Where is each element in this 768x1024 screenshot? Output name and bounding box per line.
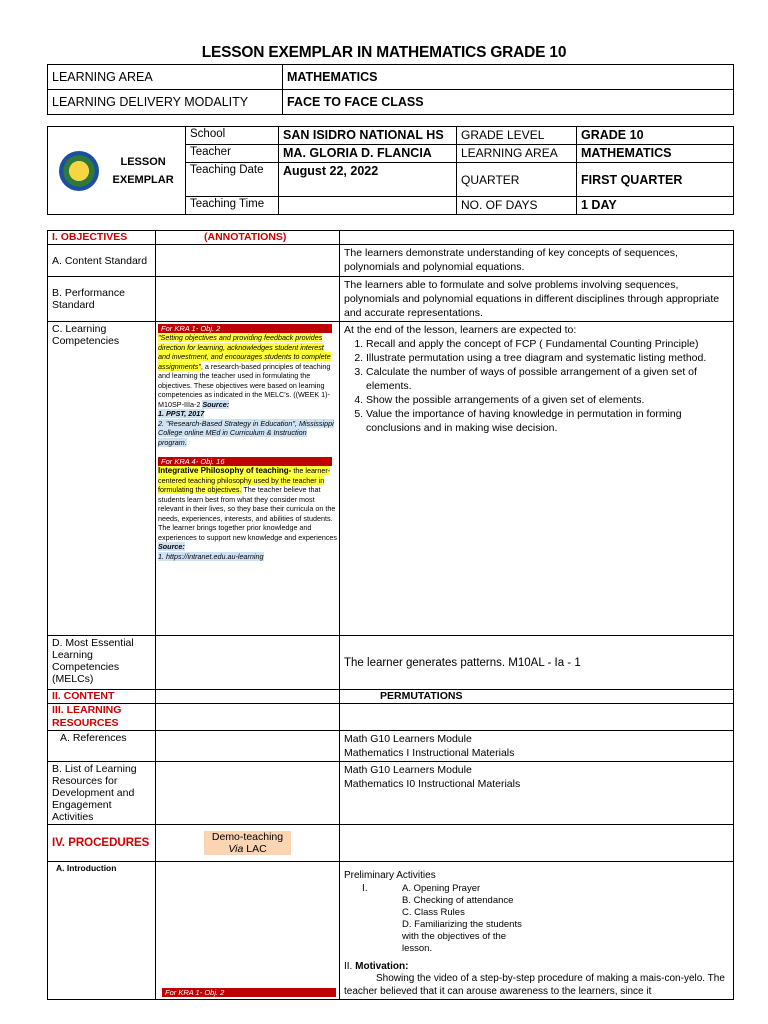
days-label: NO. OF DAYS xyxy=(457,197,577,215)
teacher-value: MA. GLORIA D. FLANCIA xyxy=(279,145,457,163)
objectives-heading: I. OBJECTIVES xyxy=(48,231,156,245)
list-item: 1. Recall and apply the concept of FCP ( Fundamental Counting Principle) xyxy=(366,337,729,351)
kra-tag: For KRA 1- Obj. 2 xyxy=(162,988,336,997)
grade-value: GRADE 10 xyxy=(577,127,734,145)
days-value: 1 DAY xyxy=(577,197,734,215)
performance-standard-label: B. Performance Standard xyxy=(48,277,156,322)
empty-cell xyxy=(156,636,340,690)
date-value: August 22, 2022 xyxy=(279,163,457,197)
annotations-cell xyxy=(156,322,340,636)
empty-cell xyxy=(156,704,340,731)
melc-text: The learner generates patterns. M10AL - Ia - 1 xyxy=(340,636,734,690)
learning-resources-text: Math G10 Learners Module Mathematics I0 Instructional Materials xyxy=(340,762,734,825)
annotation-1: "Setting objectives and providing feedback provides direction for learning, acknowledges student interest and investment, and encourages students to complete assignments", a research-based principles of teaching and learning the teacher used in formulating the objectives. These objectives were based on learning competencies as indicated in the MELC's. ((WEEK 1)- M10SP-IIIa-2 Source: 1. PPST, 2017 2. "Research-Based Strategy in Education", Mississippi College online MEd in Curriculum & Instruction program. xyxy=(158,333,334,447)
empty-cell xyxy=(156,762,340,825)
learning-competencies-label: C. Learning Competencies xyxy=(48,322,156,636)
learning-resources-label: B. List of Learning Resources for Development and Engagement Activities xyxy=(48,762,156,825)
school-logo-icon xyxy=(59,151,99,191)
document-title: LESSON EXEMPLAR IN MATHEMATICS GRADE 10 xyxy=(201,44,567,61)
procedures-heading: IV. PROCEDURES xyxy=(48,825,156,862)
competencies-cell xyxy=(340,322,734,636)
school-label: School xyxy=(186,127,279,145)
grade-label: GRADE LEVEL xyxy=(457,127,577,145)
area-label: LEARNING AREA xyxy=(457,145,577,163)
empty-cell xyxy=(340,825,734,862)
modality-label: LEARNING DELIVERY MODALITY xyxy=(48,90,283,115)
school-value: SAN ISIDRO NATIONAL HS xyxy=(279,127,457,145)
content-heading: II. CONTENT xyxy=(48,690,156,704)
lesson-exemplar-label: LESSON EXEMPLAR xyxy=(112,155,174,186)
kra-tag: For KRA 4- Obj. 16 xyxy=(158,457,332,466)
list-item: 2. Illustrate permutation using a tree diagram and systematic listing method. xyxy=(366,351,729,365)
empty-cell xyxy=(156,245,340,277)
lesson-exemplar-cell xyxy=(48,127,186,215)
content-value: PERMUTATIONS xyxy=(340,690,734,704)
time-value xyxy=(279,197,457,215)
empty-cell xyxy=(340,231,734,245)
lesson-plan-table xyxy=(47,230,734,1000)
introduction-annotation xyxy=(156,862,340,1000)
quarter-label: QUARTER xyxy=(457,163,577,197)
introduction-label: A. Introduction xyxy=(48,862,156,1000)
kra-tag: For KRA 1- Obj. 2 xyxy=(158,324,332,333)
time-label: Teaching Time xyxy=(186,197,279,215)
info-table xyxy=(47,126,734,215)
content-standard-label: A. Content Standard xyxy=(48,245,156,277)
references-text: Math G10 Learners Module Mathematics I Instructional Materials xyxy=(340,731,734,762)
competencies-list xyxy=(344,337,729,435)
annotation-2: Integrative Philosophy of teaching- the learner-centered teaching philosophy used by the teacher in formulating the objectives. The teacher believe that students learn best from what they consider most relevant in their lives, so they base their curricula on the needs, experiences, interests, and abilities of students. The learner brings together prior knowledge and experiences to support new knowledge and experiences Source: 1. https://intranet.edu.au-learning xyxy=(158,466,338,561)
demo-teaching-label: Demo-teaching Via LAC xyxy=(204,831,291,855)
references-label: A. References xyxy=(48,731,156,762)
motivation-text: Showing the video of a step-by-step procedure of making a mais-con-yelo. The teacher believed that it can arouse awareness to the learners, since it xyxy=(344,973,725,997)
list-item: 5. Value the importance of having knowledge in permutation in forming conclusions and in making wise decision. xyxy=(366,407,729,435)
melc-label: D. Most Essential Learning Competencies (MELCs) xyxy=(48,636,156,690)
annotations-heading: (ANNOTATIONS) xyxy=(156,231,340,245)
motivation-label: Motivation: xyxy=(355,960,409,972)
empty-cell xyxy=(156,277,340,322)
area-value: MATHEMATICS xyxy=(577,145,734,163)
performance-standard-text: The learners able to formulate and solve problems involving sequences, polynomials and polynomial equations in different disciplines through appropriate and accurate representations. xyxy=(340,277,734,322)
list-item: 4. Show the possible arrangements of a given set of elements. xyxy=(366,393,729,407)
header-table xyxy=(47,64,734,115)
learning-area-value: MATHEMATICS xyxy=(283,65,734,90)
empty-cell xyxy=(156,731,340,762)
quarter-value: FIRST QUARTER xyxy=(577,163,734,197)
list-item: 3. Calculate the number of ways of possible arrangement of a given set of elements. xyxy=(366,365,729,393)
competencies-intro: At the end of the lesson, learners are expected to: xyxy=(344,324,577,336)
resources-heading: III. LEARNING RESOURCES xyxy=(48,704,156,731)
teacher-label: Teacher xyxy=(186,145,279,163)
demo-cell xyxy=(156,825,340,862)
learning-area-label: LEARNING AREA xyxy=(48,65,283,90)
content-standard-text: The learners demonstrate understanding of key concepts of sequences, polynomials and polynomial equations. xyxy=(340,245,734,277)
empty-cell xyxy=(340,704,734,731)
date-label: Teaching Date xyxy=(186,163,279,197)
modality-value: FACE TO FACE CLASS xyxy=(283,90,734,115)
introduction-content: Preliminary Activities I. A. Opening Prayer B. Checking of attendance C. Class Rules D. Familiarizing the students with the objectives of the lesson. II. Motivation: Showing the video of a step-by-step procedure of making a mais-con-yelo. The teacher believed that it can arouse awareness to the learners, since it xyxy=(340,862,734,1000)
empty-cell xyxy=(156,690,340,704)
